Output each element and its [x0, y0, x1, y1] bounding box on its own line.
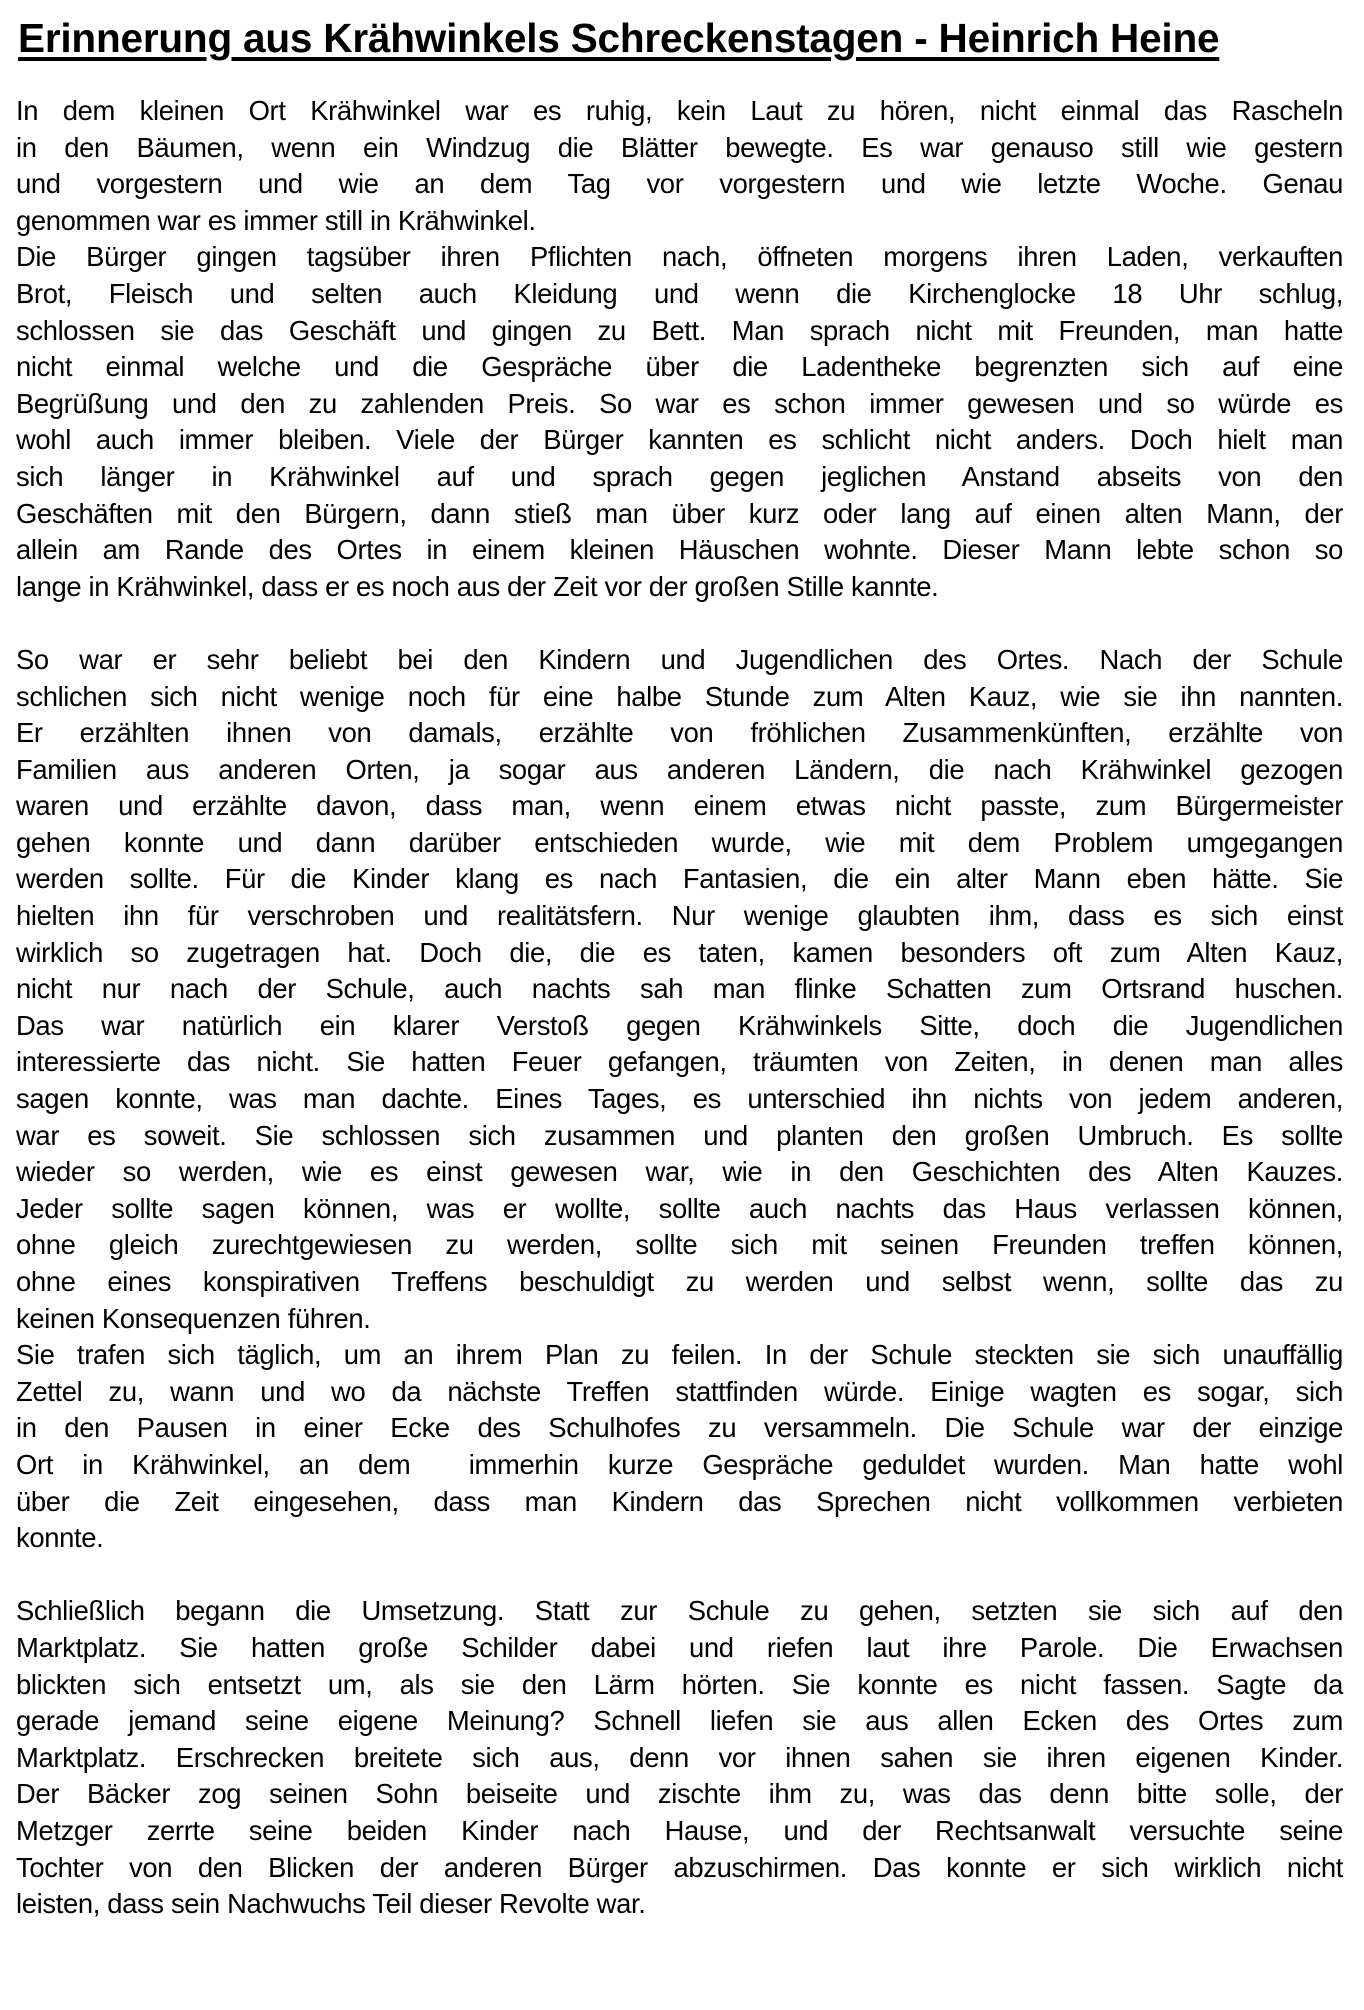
text-line: keinen Konsequenzen führen.: [16, 1302, 371, 1334]
text-line: nicht einmal welche und die Gespräche über die Ladentheke begrenzten sich auf eine: [16, 351, 1343, 383]
text-line: ohne gleich zurechtgewiesen zu werden, sollte sich mit seinen Freunden treffen können,: [16, 1229, 1343, 1261]
paragraph: [16, 239, 1343, 605]
paragraph: [16, 93, 1343, 239]
text-line: Die Bürger gingen tagsüber ihren Pflichten nach, öffneten morgens ihren Laden, verkauften: [16, 241, 1343, 273]
text-line: gerade jemand seine eigene Meinung? Schnell liefen sie aus allen Ecken des Ortes zum: [16, 1705, 1343, 1737]
text-line: Ort in Krähwinkel, an dem immerhin kurze Gespräche geduldet wurden. Man hatte wohl: [16, 1448, 1343, 1480]
text-line: in den Pausen in einer Ecke des Schulhofes zu versammeln. Die Schule war der einzige: [16, 1412, 1343, 1444]
text-line: wirklich so zugetragen hat. Doch die, die es taten, kamen besonders oft zum Alten Kauz,: [16, 936, 1343, 968]
text-line: Jeder sollte sagen können, was er wollte, sollte auch nachts das Haus verlassen können,: [16, 1192, 1343, 1224]
text-line: allein am Rande des Ortes in einem kleinen Häuschen wohnte. Dieser Mann lebte schon so: [16, 534, 1343, 566]
paragraph: [16, 1593, 1343, 1922]
text-line: Zettel zu, wann und wo da nächste Treffen stattfinden würde. Einige wagten es sogar, sich: [16, 1375, 1343, 1407]
text-line: Sie trafen sich täglich, um an ihrem Plan zu feilen. In der Schule steckten sie sich unauffällig: [16, 1339, 1343, 1371]
text-line: Brot, Fleisch und selten auch Kleidung und wenn die Kirchenglocke 18 Uhr schlug,: [16, 277, 1343, 309]
text-line: leisten, dass sein Nachwuchs Teil dieser Revolte war.: [16, 1888, 646, 1920]
document-body: [16, 93, 1343, 1923]
paragraph: [16, 1337, 1343, 1557]
text-line: Begrüßung und den zu zahlenden Preis. So war es schon immer gewesen und so würde es: [16, 387, 1343, 419]
text-line: Schließlich begann die Umsetzung. Statt zur Schule zu gehen, setzten sie sich auf den: [16, 1595, 1343, 1627]
text-line: werden sollte. Für die Kinder klang es nach Fantasien, die ein alter Mann eben hätte. Sie: [16, 863, 1343, 895]
text-line: wieder so werden, wie es einst gewesen war, wie in den Geschichten des Alten Kauzes.: [16, 1156, 1343, 1188]
text-line: Das war natürlich ein klarer Verstoß gegen Krähwinkels Sitte, doch die Jugendlichen: [16, 1009, 1343, 1041]
text-line: Der Bäcker zog seinen Sohn beiseite und zischte ihm zu, was das denn bitte solle, der: [16, 1778, 1343, 1810]
text-line: interessierte das nicht. Sie hatten Feuer gefangen, träumten von Zeiten, in denen man alles: [16, 1046, 1343, 1078]
text-line: schlichen sich nicht wenige noch für eine halbe Stunde zum Alten Kauz, wie sie ihn nannten.: [16, 680, 1343, 712]
text-line: sagen konnte, was man dachte. Eines Tages, es unterschied ihn nichts von jedem anderen,: [16, 1083, 1343, 1115]
text-line: sich länger in Krähwinkel auf und sprach gegen jeglichen Anstand abseits von den: [16, 460, 1343, 492]
text-line: Familien aus anderen Orten, ja sogar aus anderen Ländern, die nach Krähwinkel gezogen: [16, 753, 1343, 785]
text-line: In dem kleinen Ort Krähwinkel war es ruhig, kein Laut zu hören, nicht einmal das Rascheln: [16, 95, 1343, 126]
text-line: wohl auch immer bleiben. Viele der Bürger kannten es schlicht nicht anders. Doch hielt man: [16, 424, 1343, 456]
paragraph-spacer: [16, 1557, 1343, 1594]
text-line: genommen war es immer still in Krähwinkel.: [16, 204, 536, 236]
text-line: konnte.: [16, 1522, 104, 1554]
text-line: Metzger zerrte seine beiden Kinder nach Hause, und der Rechtsanwalt versuchte seine: [16, 1814, 1343, 1846]
text-line: über die Zeit eingesehen, dass man Kindern das Sprechen nicht vollkommen verbieten: [16, 1485, 1343, 1517]
paragraph: [16, 642, 1343, 1337]
text-line: Marktplatz. Sie hatten große Schilder dabei und riefen laut ihre Parole. Die Erwachsen: [16, 1631, 1343, 1663]
text-line: hielten ihn für verschroben und realitätsfern. Nur wenige glaubten ihm, dass es sich einst: [16, 900, 1343, 932]
text-line: und vorgestern und wie an dem Tag vor vorgestern und wie letzte Woche. Genau: [16, 168, 1343, 200]
text-line: Er erzählten ihnen von damals, erzählte von fröhlichen Zusammenkünften, erzählte von: [16, 717, 1343, 749]
text-line: in den Bäumen, wenn ein Windzug die Blätter bewegte. Es war genauso still wie gestern: [16, 131, 1343, 163]
text-line: schlossen sie das Geschäft und gingen zu Bett. Man sprach nicht mit Freunden, man hatte: [16, 314, 1343, 346]
text-line: Geschäften mit den Bürgern, dann stieß man über kurz oder lang auf einen alten Mann, der: [16, 497, 1343, 529]
text-line: blickten sich entsetzt um, als sie den Lärm hörten. Sie konnte es nicht fassen. Sagte da: [16, 1668, 1343, 1700]
text-line: So war er sehr beliebt bei den Kindern und Jugendlichen des Ortes. Nach der Schule: [16, 643, 1343, 675]
text-line: waren und erzählte davon, dass man, wenn einem etwas nicht passte, zum Bürgermeister: [16, 790, 1343, 822]
text-line: nicht nur nach der Schule, auch nachts sah man flinke Schatten zum Ortsrand huschen.: [16, 973, 1343, 1005]
text-line: ohne eines konspirativen Treffens beschuldigt zu werden und selbst wenn, sollte das zu: [16, 1266, 1343, 1297]
text-line: Marktplatz. Erschrecken breitete sich aus, denn vor ihnen sahen sie ihren eigenen Kinder.: [16, 1741, 1343, 1773]
text-line: Tochter von den Blicken der anderen Bürger abzuschirmen. Das konnte er sich wirklich nicht: [16, 1851, 1343, 1883]
text-line: war es soweit. Sie schlossen sich zusammen und planten den großen Umbruch. Es sollte: [16, 1119, 1343, 1151]
paragraph-spacer: [16, 605, 1343, 642]
text-line: gehen konnte und dann darüber entschieden wurde, wie mit dem Problem umgegangen: [16, 826, 1343, 858]
document-title: Erinnerung aus Krähwinkels Schreckenstagen - Heinrich Heine: [18, 15, 1220, 61]
text-line: lange in Krähwinkel, dass er es noch aus der Zeit vor der großen Stille kannte.: [16, 570, 939, 602]
